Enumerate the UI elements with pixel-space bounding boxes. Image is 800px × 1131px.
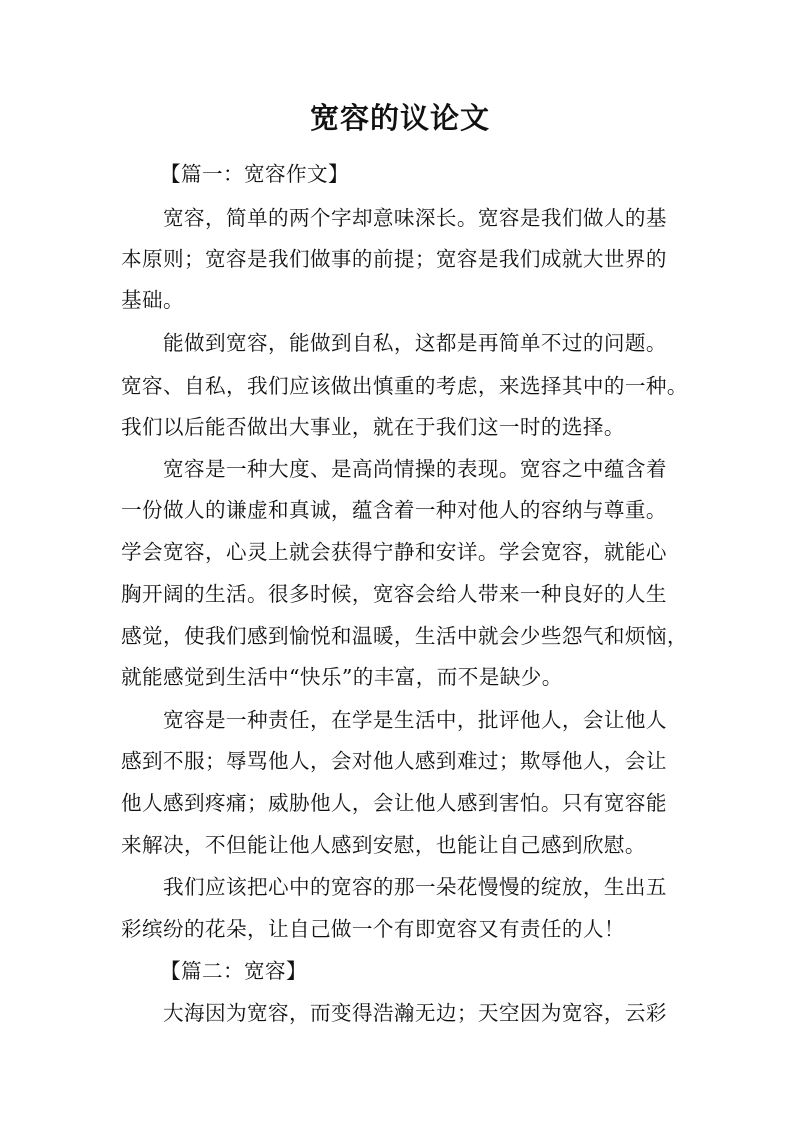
paragraph-line: 宽容、自私，我们应该做出慎重的考虑，来选择其中的一种。 [121, 374, 688, 398]
paragraph-line: 宽容是一种责任，在学是生活中，批评他人，会让他人 [163, 708, 667, 732]
section-heading-2: 【篇二：宽容】 [160, 959, 307, 983]
paragraph-line: 本原则；宽容是我们做事的前提；宽容是我们成就大世界的 [121, 247, 667, 271]
paragraph-line: 宽容是一种大度、是高尚情操的表现。宽容之中蕴含着 [163, 457, 667, 481]
paragraph-line: 学会宽容，心灵上就会获得宁静和安详。学会宽容，就能心 [121, 540, 667, 564]
paragraph-line: 彩缤纷的花朵，让自己做一个有即宽容又有责任的人！ [121, 917, 625, 941]
paragraph-line: 我们以后能否做出大事业，就在于我们这一时的选择。 [121, 415, 625, 439]
paragraph-line: 宽容，简单的两个字却意味深长。宽容是我们做人的基 [163, 206, 667, 230]
paragraph-line: 大海因为宽容，而变得浩瀚无边；天空因为宽容，云彩 [163, 1001, 667, 1025]
document-title: 宽容的议论文 [309, 101, 490, 135]
paragraph-line: 来解决，不但能让他人感到安慰，也能让自己感到欣慰。 [121, 833, 646, 857]
paragraph-line: 我们应该把心中的宽容的那一朵花慢慢的绽放，生出五 [163, 875, 667, 899]
paragraph-line: 他人感到疼痛；威胁他人，会让他人感到害怕。只有宽容能 [121, 791, 667, 815]
section-heading-1: 【篇一：宽容作文】 [160, 162, 349, 186]
paragraph-line: 感到不服；辱骂他人，会对他人感到难过；欺辱他人，会让 [121, 749, 667, 773]
paragraph-line: 一份做人的谦虚和真诚，蕴含着一种对他人的容纳与尊重。 [121, 498, 667, 522]
paragraph-line: 感觉，使我们感到愉悦和温暖，生活中就会少些怨气和烦恼， [121, 624, 688, 648]
paragraph-line: 能做到宽容，能做到自私，这都是再简单不过的问题。 [163, 331, 667, 355]
paragraph-line: 基础。 [121, 288, 184, 312]
paragraph-line: 就能感觉到生活中“快乐”的丰富，而不是缺少。 [121, 665, 563, 689]
paragraph-line: 胸开阔的生活。很多时候，宽容会给人带来一种良好的人生 [121, 582, 667, 606]
